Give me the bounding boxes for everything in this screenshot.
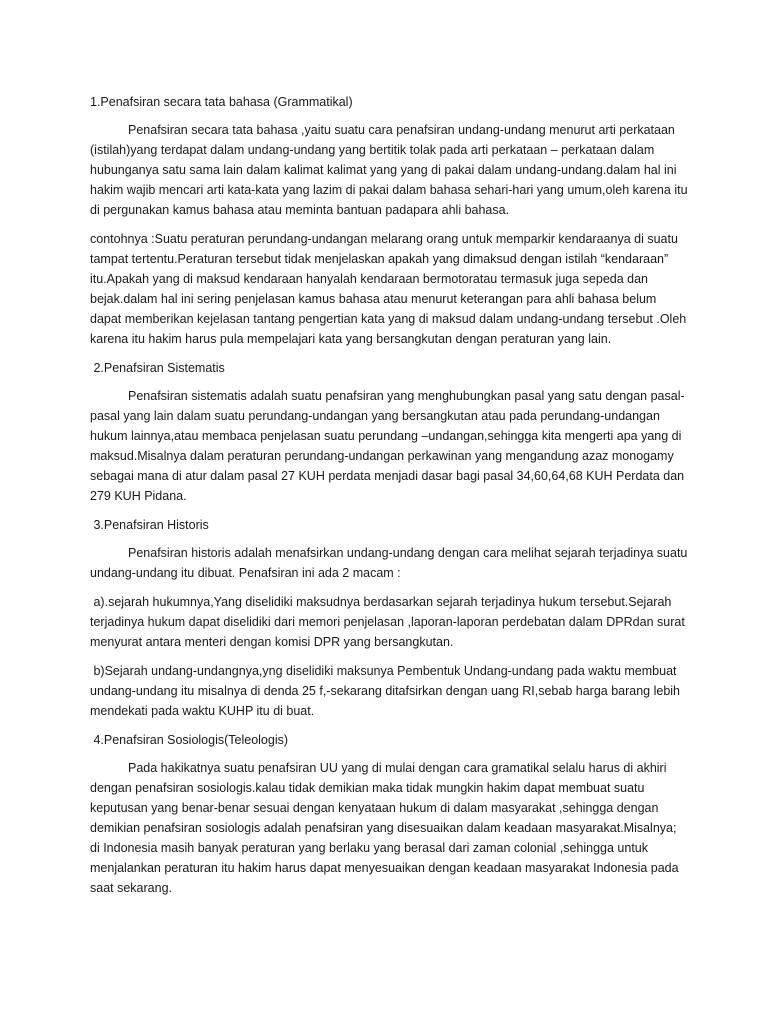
- section-heading-historis: 3.Penafsiran Historis: [90, 518, 209, 532]
- paragraph-sosiologis-definition: Pada hakikatnya suatu penafsiran UU yang di mulai dengan cara gramatikal selalu harus di akhiri dengan penafsiran sosiologis.kalau tidak demikian maka tidak mungkin hakim dapat membuat suatu keputusan yang benar-benar sesuai dengan kenyataan hukum di dalam masyarakat ,sehingga dengan demikian penafsiran sosiologis adalah penafsiran yang disesuaikan dalam keadaan masyarakat.Misalnya; di Indonesia masih banyak peraturan yang berlaku yang berasal dari zaman colonial ,sehingga untuk menjalankan peraturan itu hakim harus dapat menyesuaikan dengan keadaan masyarakat Indonesia pada saat sekarang.: [90, 761, 679, 895]
- paragraph-historis-sejarah-undang-undang: b)Sejarah undang-undangnya,yng diselidiki maksunya Pembentuk Undang-undang pada waktu membuat undang-undang itu misalnya di denda 25 f,-sekarang ditafsirkan dengan uang RI,sebab harga barang lebih mendekati pada waktu KUHP itu di buat.: [90, 664, 684, 718]
- paragraph-grammatikal-definition: Penafsiran secara tata bahasa ,yaitu suatu cara penafsiran undang-undang menurut arti perkataan (istilah)yang terdapat dalam undang-undang yang bertitik tolak pada arti perkataan – perkataan dalam hubunganya satu sama lain dalam kalimat kalimat yang yang di pakai dalam undang-undang.dalam hal ini hakim wajib mencari arti kata-kata yang lazim di pakai dalam bahasa sehari-hari yang umum,oleh karena itu di pergunakan kamus bahasa atau meminta bantuan padapara ahli bahasa.: [90, 123, 688, 217]
- paragraph-historis-sejarah-hukum: a).sejarah hukumnya,Yang diselidiki maksudnya berdasarkan sejarah terjadinya hukum tersebut.Sejarah terjadinya hukum dapat diselidiki dari memori penjelasan ,laporan-laporan perdebatan dalam DPRdan surat menyurat antara menteri dengan komisi DPR yang bersangkutan.: [90, 595, 689, 649]
- paragraph-sistematis-definition: Penafsiran sistematis adalah suatu penafsiran yang menghubungkan pasal yang satu dengan pasal-pasal yang lain dalam suatu perundang-undangan yang bersangkutan atau pada perundang-undangan hukum lainnya,atau membaca penjelasan suatu perundang –undangan,sehingga kita mengerti apa yang di maksud.Misalnya dalam peraturan perundang-undangan perkawinan yang mengandung azaz monogamy sebagai mana di atur dalam pasal 27 KUH perdata menjadi dasar bagi pasal 34,60,64,68 KUH Perdata dan 279 KUH Pidana.: [90, 389, 685, 503]
- paragraph-grammatikal-example: contohnya :Suatu peraturan perundang-undangan melarang orang untuk memparkir kendaraanya di suatu tampat tertentu.Peraturan tersebut tidak menjelaskan apakah yang dimaksud dengan istilah “kendaraan” itu.Apakah yang di maksud kendaraan hanyalah kendaraan bermotoratau termasuk juga sepeda dan bejak.dalam hal ini sering penjelasan kamus bahasa atau menurut keterangan para ahli bahasa belum dapat memberikan kejelasan tantang pengertian kata yang di maksud dalam undang-undang tersebut .Oleh karena itu hakim harus pula mempelajari kata yang bersangkutan dengan peraturan yang lain.: [90, 232, 687, 346]
- section-heading-sosiologis: 4.Penafsiran Sosiologis(Teleologis): [90, 733, 289, 747]
- paragraph-historis-definition: Penafsiran historis adalah menafsirkan undang-undang dengan cara melihat sejarah terjadinya suatu undang-undang itu dibuat. Penafsiran ini ada 2 macam :: [90, 546, 688, 580]
- section-heading-sistematis: 2.Penafsiran Sistematis: [90, 361, 225, 375]
- section-heading-grammatikal: 1.Penafsiran secara tata bahasa (Grammatikal): [90, 95, 353, 109]
